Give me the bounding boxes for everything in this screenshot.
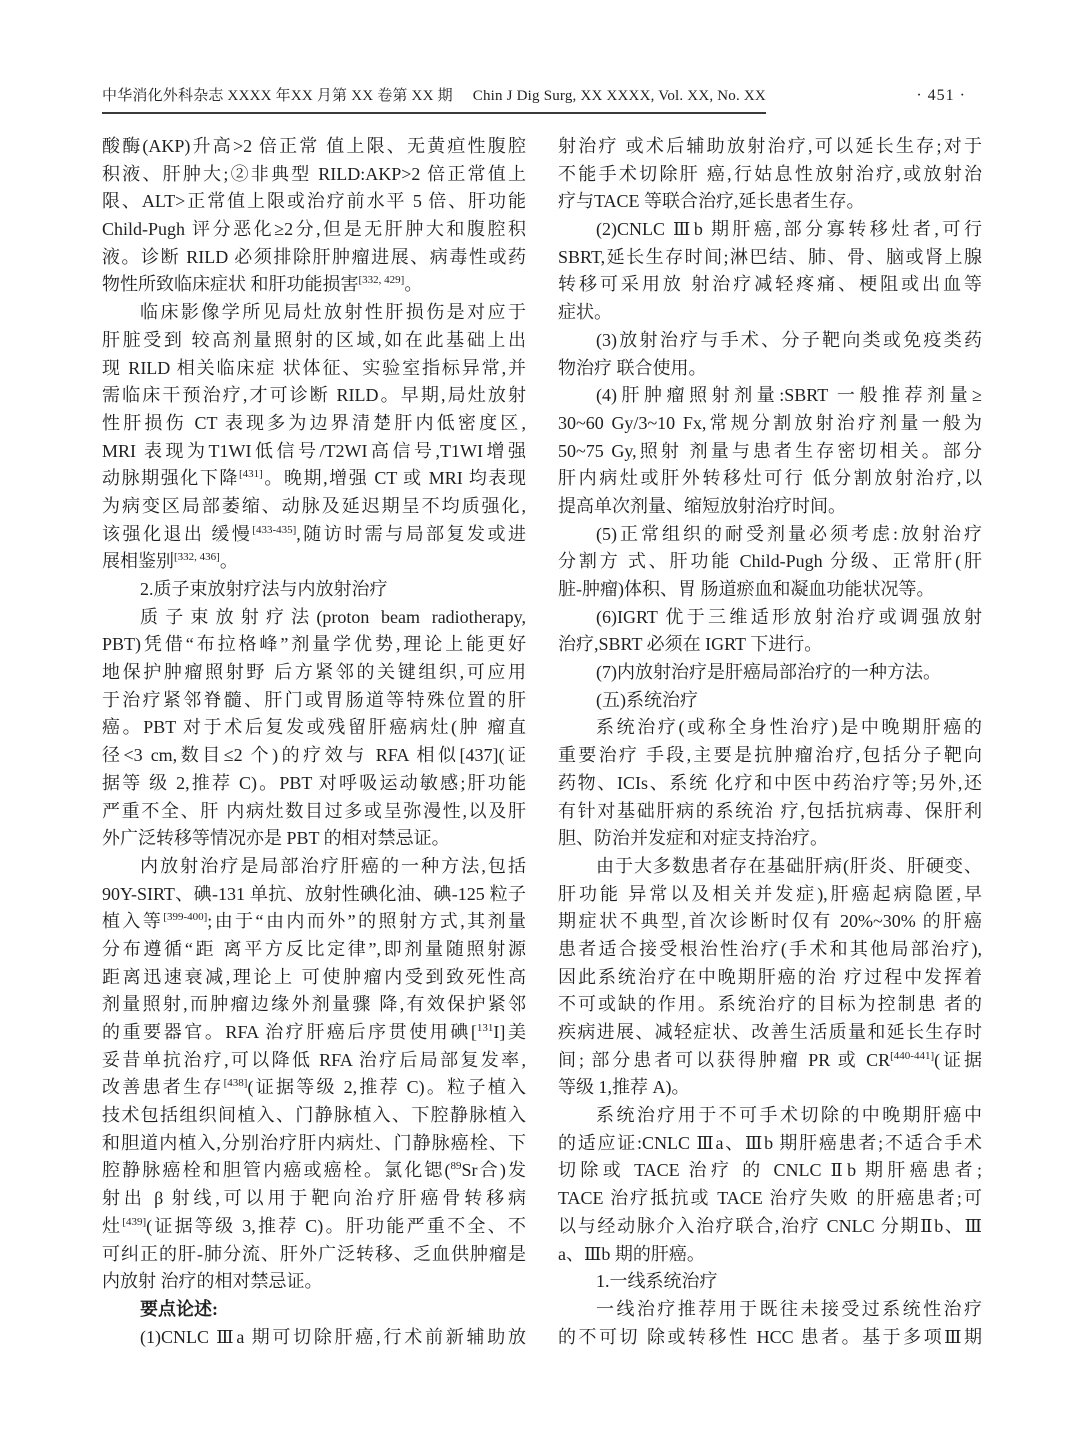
text-line: 射治疗 或术后辅助放射治疗,可以延长生存;对于: [558, 136, 982, 156]
text-line: 于治疗紧邻脊髓、肝门或胃肠道等特殊位置的肝: [102, 689, 526, 710]
reference-superscript: [438]: [223, 1077, 248, 1090]
article-body: [102, 133, 982, 1351]
text-line: 灶[439](证据等级 3,推荐 C)。肝功能严重不全、不: [102, 1215, 526, 1236]
text-line: 期症状不典型,首次诊断时仅有 20%~30% 的肝癌: [558, 911, 982, 932]
text-line: 距离迅速衰减,理论上 可使肿瘤内受到致死性高: [102, 966, 526, 987]
text-line: 50~75 Gy,照射 剂量与患者生存密切相关。部分: [558, 440, 982, 461]
reference-superscript: [433-435]: [252, 523, 297, 536]
text-line: 地保护肿瘤照射野 后方紧邻的关键组织,可应用: [102, 662, 526, 683]
text-line: 1.一线系统治疗: [596, 1271, 718, 1292]
text-line: (1)CNLC Ⅲa 期可切除肝癌,行术前新辅助放: [140, 1326, 526, 1347]
reference-superscript: [439]: [122, 1215, 147, 1228]
text-line: 物治疗 联合使用。: [558, 357, 707, 378]
text-line: 不能手术切除肝 癌,行姑息性放射治疗,或放射治: [558, 163, 982, 184]
text-line: 内放射治疗是局部治疗肝癌的一种方法,包括: [140, 855, 526, 876]
text-line: 药物、ICIs、系统 化疗和中医中药治疗等;另外,还: [558, 772, 982, 793]
running-head: [102, 84, 982, 114]
text-line: 严重不全、肝 内病灶数目过多或呈弥漫性,以及肝: [102, 800, 526, 821]
text-line: 的重要器官。RFA 治疗肝癌后序贯使用碘[$^{131}$I]美: [102, 1022, 526, 1042]
text-line: 转移可采用放 射治疗减轻疼痛、梗阻或出血等: [558, 274, 982, 295]
text-line: 30~60 Gy/3~10 Fx,常规分割放射治疗剂量一般为: [558, 412, 982, 433]
text-line: TACE 治疗抵抗或 TACE 治疗失败 的肝癌患者;可: [558, 1188, 982, 1209]
text-line: 展相鉴别[332, 436]。: [102, 551, 238, 572]
text-line: 径<3 cm,数目≤2 个)的疗效与 RFA 相似[437](证: [102, 745, 526, 766]
text-line: 系统治疗用于不可手术切除的中晚期肝癌中: [596, 1105, 982, 1126]
text-line: 性肝损伤 CT 表现多为边界清楚肝内低密度区,: [102, 412, 526, 433]
reference-superscript: [440-441]: [890, 1049, 935, 1062]
text-line: (3)放射治疗与手术、分子靶向类或免疫类药: [596, 329, 982, 350]
text-line: 改善患者生存[438](证据等级 2,推荐 C)。粒子植入: [102, 1077, 526, 1098]
text-line: PBT)凭借“布拉格峰”剂量学优势,理论上能更好: [102, 634, 526, 655]
text-line: 不可或缺的作用。系统治疗的目标为控制患 者的: [558, 994, 982, 1015]
text-line: 间; 部分患者可以获得肿瘤 PR 或 CR[440-441](证据: [558, 1049, 982, 1070]
text-line: 一线治疗推荐用于既往未接受过系统性治疗: [596, 1298, 982, 1319]
text-line: 外广泛转移等情况亦是 PBT 的相对禁忌证。: [102, 828, 450, 849]
text-line: (6)IGRT 优于三维适形放射治疗或调强放射: [596, 606, 982, 627]
text-line: MRI 表现为T1WI低信号/T2WI高信号,T1WI增强: [102, 440, 526, 461]
text-line: 90Y-SIRT、碘-131 单抗、放射性碘化油、碘-125 粒子: [102, 883, 526, 904]
page-number: · 451 ·: [916, 87, 966, 104]
journal-title-cn: 中华消化外科杂志 XXXX 年XX 月第 XX 卷第 XX 期: [102, 88, 453, 104]
left-column: [102, 133, 526, 1351]
text-line: 需临床干预治疗,才可诊断 RILD。早期,局灶放射: [102, 385, 526, 406]
text-line: 分割方 式、肝功能 Child-Pugh 分级、正常肝(肝: [558, 551, 982, 572]
text-line: 物性所致临床症状 和肝功能损害[332, 429]。: [102, 274, 423, 295]
reference-superscript: 131: [476, 1022, 494, 1034]
text-line: (2)CNLC Ⅲb 期肝癌,部分寡转移灶者,可行: [596, 219, 982, 240]
text-line: 技术包括组织间植入、门静脉植入、下腔静脉植入: [102, 1105, 526, 1126]
text-line: 系统治疗(或称全身性治疗)是中晚期肝癌的: [596, 717, 982, 738]
reference-superscript: [332, 436]: [174, 551, 220, 564]
text-line: 癌。PBT 对于术后复发或残留肝癌病灶(肿 瘤直: [102, 717, 526, 738]
text-line: 现 RILD 相关临床症 状体征、实验室指标异常,并: [102, 357, 526, 378]
reference-superscript: [332, 429]: [358, 274, 405, 287]
text-line: 肝功能 异常以及相关并发症),肝癌起病隐匿,早: [558, 883, 982, 904]
text-line: 和胆道内植入,分别治疗肝内病灶、门静脉癌栓、下: [102, 1132, 526, 1153]
text-line: 因此系统治疗在中晚期肝癌的治 疗过程中发挥着: [558, 966, 982, 987]
text-line: 限、ALT>正常值上限或治疗前水平 5 倍、肝功能: [102, 191, 526, 212]
text-line: 肝脏受到 较高剂量照射的区域,如在此基础上出: [102, 329, 526, 350]
text-line: 可纠正的肝-肺分流、肝外广泛转移、乏血供肿瘤是: [102, 1243, 526, 1264]
text-line: 的适应证:CNLC Ⅲa、Ⅲb 期肝癌患者;不适合手术: [558, 1132, 982, 1153]
reference-superscript: 89: [450, 1160, 462, 1173]
text-line: 据等 级 2,推荐 C)。PBT 对呼吸运动敏感;肝功能: [102, 772, 526, 793]
right-column: [558, 133, 982, 1351]
text-line: 患者适合接受根治性治疗(手术和其他局部治疗),: [558, 938, 982, 959]
text-line: SBRT,延长生存时间;淋巴结、肺、骨、脑或肾上腺: [558, 246, 982, 267]
text-line: (4)肝肿瘤照射剂量:SBRT 一般推荐剂量≥: [596, 385, 982, 406]
journal-citation: [102, 84, 766, 114]
text-line: 质子束放射疗法(proton beam radiotherapy,: [140, 606, 526, 627]
text-line: 提高单次剂量、缩短放射治疗时间。: [558, 495, 846, 516]
text-line: 妥昔单抗治疗,可以降低 RFA 治疗后局部复发率,: [102, 1049, 526, 1070]
text-line: 症状。: [558, 302, 612, 323]
text-line: 液。诊断 RILD 必须排除肝肿瘤进展、病毒性或药: [102, 246, 526, 267]
text-line: 酸酶(AKP)升高>2 倍正常 值上限、无黄疸性腹腔: [102, 136, 526, 156]
journal-title-en: Chin J Dig Surg, XX XXXX, Vol. XX, No. XX: [472, 88, 766, 104]
text-line: 的不可切 除或转移性 HCC 患者。基于多项Ⅲ期: [558, 1326, 982, 1347]
text-line: 腔静脉癌栓和胆管内癌或癌栓。氯化锶($^{89}$Sr合)发: [102, 1160, 526, 1181]
text-line: (7)内放射治疗是肝癌局部治疗的一种方法。: [596, 662, 941, 683]
text-line: 等级 1,推荐 A)。: [558, 1077, 690, 1098]
text-line: 胆、防治并发症和对症支持治疗。: [558, 828, 828, 849]
text-line: 治疗,SBRT 必须在 IGRT 下进行。: [558, 634, 823, 655]
text-line: 植入等[399-400];由于“由内而外”的照射方式,其剂量: [102, 911, 526, 932]
text-line: 以与经动脉介入治疗联合,治疗 CNLC 分期Ⅱb、Ⅲ: [558, 1215, 982, 1236]
text-line: 该强化退出 缓慢[433-435],随访时需与局部复发或进: [102, 523, 526, 544]
text-line: Child-Pugh 评分恶化≥2分,但是无肝肿大和腹腔积: [102, 219, 526, 240]
text-line: (5)正常组织的耐受剂量必须考虑:放射治疗: [596, 523, 982, 544]
text-line: 肝内病灶或肝外转移灶可行 低分割放射治疗,以: [558, 468, 982, 489]
text-line: 动脉期强化下降[431]。晚期,增强 CT 或 MRI 均表现: [102, 468, 526, 489]
text-line: 分布遵循“距 离平方反比定律”,即剂量随照射源: [102, 938, 526, 959]
text-line: 有针对基础肝病的系统治 疗,包括抗病毒、保肝利: [558, 800, 982, 821]
text-line: 射出 β 射线,可以用于靶向治疗肝癌骨转移病: [102, 1188, 526, 1209]
text-line: 临床影像学所见局灶放射性肝损伤是对应于: [140, 302, 526, 323]
text-line: 重要治疗 手段,主要是抗肿瘤治疗,包括分子靶向: [558, 745, 982, 766]
text-line: 切除或 TACE 治疗 的 CNLC Ⅱb 期肝癌患者;: [558, 1160, 982, 1181]
text-line: 为病变区局部萎缩、动脉及延迟期呈不均质强化,: [102, 495, 526, 516]
text-line: 剂量照射,而肿瘤边缘外剂量骤 降,有效保护紧邻: [102, 994, 526, 1015]
text-line: 2.质子束放射疗法与内放射治疗: [140, 579, 388, 599]
text-line: 疗与TACE 等联合治疗,延长患者生存。: [558, 191, 865, 212]
text-line: a、Ⅲb 期的肝癌。: [558, 1243, 705, 1264]
reference-superscript: [399-400]: [163, 911, 208, 924]
reference-superscript: [431]: [239, 468, 263, 481]
text-line: 疾病进展、减轻症状、改善生活质量和延长生存时: [558, 1022, 982, 1042]
text-line: 由于大多数患者存在基础肝病(肝炎、肝硬变、: [596, 855, 982, 876]
text-line: 要点论述:: [140, 1298, 218, 1319]
text-line: 脏-肿瘤)体积、胃 肠道瘀血和凝血功能状况等。: [558, 579, 935, 599]
text-line: 内放射 治疗的相对禁忌证。: [102, 1271, 323, 1292]
text-line: 积液、肝肿大;②非典型 RILD:AKP>2 倍正常值上: [102, 163, 526, 184]
text-line: (五)系统治疗: [596, 689, 698, 710]
